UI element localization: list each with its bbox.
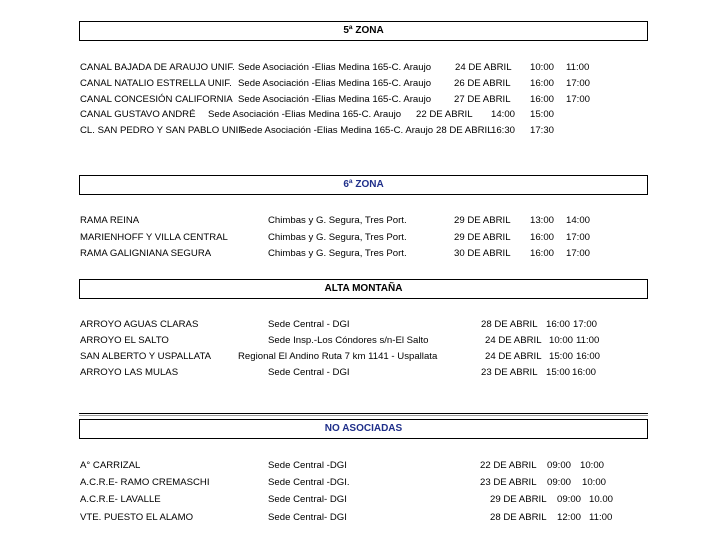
row-start-time: 13:00 xyxy=(530,215,555,226)
row-name: SAN ALBERTO Y USPALLATA xyxy=(80,351,211,362)
row-sede: Chimbas y G. Segura, Tres Port. xyxy=(268,232,407,243)
row-sede: Sede Central -DGI xyxy=(268,460,347,471)
section-header-zona5: 5ª ZONA xyxy=(79,21,648,41)
row-date: 27 DE ABRIL xyxy=(454,94,511,105)
row-start-time: 09:00 xyxy=(547,460,572,471)
row-sede: Sede Asociación -Elias Medina 165-C. Araujo xyxy=(208,109,402,120)
row-end-time: 17:30 xyxy=(530,125,555,136)
row-sede: Sede Asociación -Elias Medina 165-C. Araujo xyxy=(238,78,432,89)
row-end-time: 11:00 xyxy=(589,512,613,523)
row-name: RAMA REINA xyxy=(80,215,140,226)
row-date: 29 DE ABRIL xyxy=(490,494,547,505)
row-sede: Sede Central -DGI. xyxy=(268,477,350,488)
row-sede: Sede Central- DGI xyxy=(268,494,347,505)
row-name: MARIENHOFF Y VILLA CENTRAL xyxy=(80,232,228,243)
row-name: A.C.R.E- RAMO CREMASCHI xyxy=(80,477,210,488)
row-start-time: 14:00 xyxy=(491,109,516,120)
row-start-time: 15:00 xyxy=(549,351,574,362)
row-start-time: 10:00 xyxy=(549,335,574,346)
row-end-time: 10:00 xyxy=(580,460,605,471)
row-name: RAMA GALIGNIANA SEGURA xyxy=(80,248,212,259)
row-end-time: 17:00 xyxy=(566,232,591,243)
row-date: 24 DE ABRIL xyxy=(455,62,512,73)
row-end-time: 10.00 xyxy=(589,494,614,505)
row-start-time: 12:00 xyxy=(557,512,582,523)
row-date: 23 DE ABRIL xyxy=(480,477,537,488)
row-date: 22 DE ABRIL xyxy=(416,109,473,120)
row-date: 29 DE ABRIL xyxy=(454,215,511,226)
row-start-time: 09:00 xyxy=(547,477,572,488)
divider xyxy=(79,413,648,414)
section-header-alta-montana: ALTA MONTAÑA xyxy=(79,279,648,299)
row-name: A° CARRIZAL xyxy=(80,460,141,471)
row-end-time: 17:00 xyxy=(566,94,591,105)
row-end-time: 11:00 xyxy=(566,62,590,73)
row-date: 28 DE ABRIL xyxy=(490,512,547,523)
row-start-time: 09:00 xyxy=(557,494,582,505)
row-start-time: 16:00 xyxy=(530,232,555,243)
row-name: CANAL NATALIO ESTRELLA UNIF. xyxy=(80,78,232,89)
row-start-time: 16:00 xyxy=(530,94,555,105)
row-end-time: 17:00 xyxy=(566,78,591,89)
row-sede: Sede Central - DGI xyxy=(268,367,350,378)
row-start-time: 15:00 xyxy=(546,367,571,378)
row-name: CL. SAN PEDRO Y SAN PABLO UNIF. xyxy=(80,125,246,136)
row-date: 22 DE ABRIL xyxy=(480,460,537,471)
row-date: 28 DE ABRIL xyxy=(436,125,493,136)
row-sede: Sede Central - DGI xyxy=(268,319,350,330)
row-end-time: 15:00 xyxy=(530,109,555,120)
row-date: 29 DE ABRIL xyxy=(454,232,511,243)
row-sede: Chimbas y G. Segura, Tres Port. xyxy=(268,248,407,259)
row-sede: Sede Asociación -Elias Medina 165-C. Araujo xyxy=(240,125,434,136)
row-name: CANAL BAJADA DE ARAUJO UNIF. xyxy=(80,62,235,73)
row-name: CANAL CONCESIÓN CALIFORNIA xyxy=(80,94,233,105)
row-sede: Regional El Andino Ruta 7 km 1141 - Uspallata xyxy=(238,351,438,362)
row-sede: Chimbas y G. Segura, Tres Port. xyxy=(268,215,407,226)
row-start-time: 16:30 xyxy=(491,125,516,136)
divider xyxy=(79,415,648,416)
row-name: ARROYO AGUAS CLARAS xyxy=(80,319,199,330)
row-sede: Sede Central- DGI xyxy=(268,512,347,523)
row-start-time: 16:00 xyxy=(530,78,555,89)
section-header-no-asociadas: NO ASOCIADAS xyxy=(79,419,648,439)
row-date: 24 DE ABRIL xyxy=(485,335,542,346)
row-end-time: 14:00 xyxy=(566,215,591,226)
row-start-time: 10:00 xyxy=(530,62,555,73)
row-name: CANAL GUSTAVO ANDRÉ xyxy=(80,109,196,120)
row-end-time: 16:00 xyxy=(576,351,601,362)
row-name: ARROYO EL SALTO xyxy=(80,335,169,346)
row-sede: Sede Asociación -Elias Medina 165-C. Araujo xyxy=(238,62,432,73)
row-end-time: 11:00 xyxy=(576,335,600,346)
row-name: VTE. PUESTO EL ALAMO xyxy=(80,512,194,523)
row-end-time: 16:00 xyxy=(572,367,597,378)
row-start-time: 16:00 xyxy=(546,319,571,330)
row-name: ARROYO LAS MULAS xyxy=(80,367,179,378)
row-start-time: 16:00 xyxy=(530,248,555,259)
row-sede: Sede Asociación -Elias Medina 165-C. Araujo xyxy=(238,94,432,105)
row-name: A.C.R.E- LAVALLE xyxy=(80,494,161,505)
section-header-zona6: 6ª ZONA xyxy=(79,175,648,195)
row-date: 28 DE ABRIL xyxy=(481,319,538,330)
row-date: 26 DE ABRIL xyxy=(454,78,511,89)
row-end-time: 10:00 xyxy=(582,477,607,488)
row-sede: Sede Insp.-Los Cóndores s/n-El Salto xyxy=(268,335,429,346)
row-end-time: 17:00 xyxy=(566,248,591,259)
row-date: 23 DE ABRIL xyxy=(481,367,538,378)
row-date: 24 DE ABRIL xyxy=(485,351,542,362)
row-date: 30 DE ABRIL xyxy=(454,248,511,259)
row-end-time: 17:00 xyxy=(573,319,598,330)
